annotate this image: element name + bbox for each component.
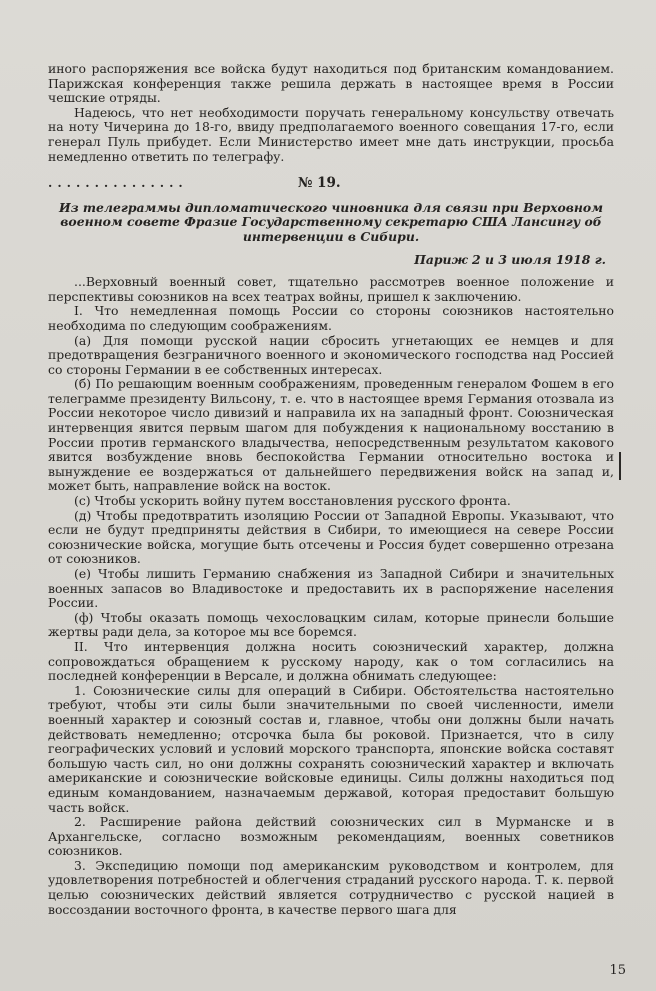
paragraph: (а) Для помощи русской нации сбросить угнетающих ее немцев и для предотвращения безграничного военного и экономического господства над Россией со стороны Германии в ее собственных интересах.: [48, 332, 614, 377]
paragraph: 2. Расширение района действий союзнических сил в Мурманске и в Архангельске, согласно возможным рекомендациям, военных советников союзников.: [48, 814, 614, 859]
document-heading: Из телеграммы дипломатического чиновника для связи при Верховном военном совете Фразие Государственному секретарю США Лансингу об интервенции в Сибири.: [59, 199, 603, 244]
paragraph: 3. Экспедицию помощи под американским руководством и контролем, для удовлетворения потребностей и облегчения страданий русского народа. Т. к. первой целью союзнических действий является сотрудничество с русской нацией в воссоздании восточного фронта, в качестве первого шага для: [48, 857, 614, 917]
paragraph-continuation: иного распоряжения все войска будут находиться под британским командованием. Парижская конференция также решила держать в настоящее время в России чешские отряды.: [48, 61, 614, 106]
paragraph: I. Что немедленная помощь России со стороны союзников настоятельно необходима по следующим соображениям.: [48, 303, 614, 333]
paragraph: (б) По решающим военным соображениям, проведенным генералом Фошем в его телеграмме президенту Вильсону, т. е. что в настоящее время Германия отозвала из России некоторое число дивизий и направила их на западный фронт. Союзническая интервенция явится первым шагом для побуждения к национальному восстанию в России против германского владычества, непосредственным результатом какового явится возбуждение вновь беспокойства Германии относительно востока и вынуждение ее воздержаться от дальнейшего передвижения войск на запад и, может быть, направление войск на восток.: [48, 376, 614, 494]
document-separator: [48, 176, 614, 191]
separator-dots: ...............: [48, 175, 188, 191]
paragraph: Надеюсь, что нет необходимости поручать генеральному консульству отвечать на ноту Чичерина до 18-го, ввиду предполагаемого военного совещания 17-го, если генерал Пуль прибудет. Если Министерство имеет мне дать инструкции, просьба немедленно ответить по телеграфу.: [48, 104, 614, 164]
document-number: № 19.: [297, 175, 341, 192]
page-content: [48, 62, 614, 917]
paragraph: 1. Союзнические силы для операций в Сибири. Обстоятельства настоятельно требуют, чтобы эти силы были значительными по своей численности, имели военный характер и союзный состав и, главное, чтобы они должны были начать действовать немедленно; отсрочка была бы роковой. Признается, что в силу географических условий и условий морского транспорта, японские войска составят большую часть сил, но они должны сохранять союзнический характер и включать американские и союзнические войсковые единицы. Силы должны находиться под единым командованием, назначаемым державой, которая предоставит большую часть войск.: [48, 682, 614, 815]
page-number: 15: [609, 963, 626, 978]
paragraph: II. Что интервенция должна носить союзнический характер, должна сопровождаться обращением к русскому народу, как о том согласились на последней конференции в Версале, и должна обнимать следующее:: [48, 638, 614, 684]
paragraph: (с) Чтобы ускорить войну путем восстановления русского фронта.: [74, 493, 511, 509]
paragraph: (д) Чтобы предотвратить изоляцию России от Западной Европы. Указывают, что если не будут предприняты действия в Сибири, то имеющиеся на севере России союзнические войска, могущие быть отсечены и Россия будет совершенно отрезана от союзников.: [48, 507, 614, 567]
paragraph: (ф) Чтобы оказать помощь чехословацким силам, которые принесли большие жертвы ради дела, за которое мы все боремся.: [48, 609, 614, 640]
margin-mark: [619, 452, 621, 480]
paragraph: (е) Чтобы лишить Германию снабжения из Западной Сибири и значительных военных запасов во Владивостоке и предоставить их в распоряжение населения России.: [48, 566, 614, 611]
dateline: Париж 2 и 3 июля 1918 г.: [414, 251, 606, 267]
paragraph: ...Верховный военный совет, тщательно рассмотрев военное положение и перспективы союзников на всех театрах войны, пришел к заключению.: [48, 274, 614, 304]
